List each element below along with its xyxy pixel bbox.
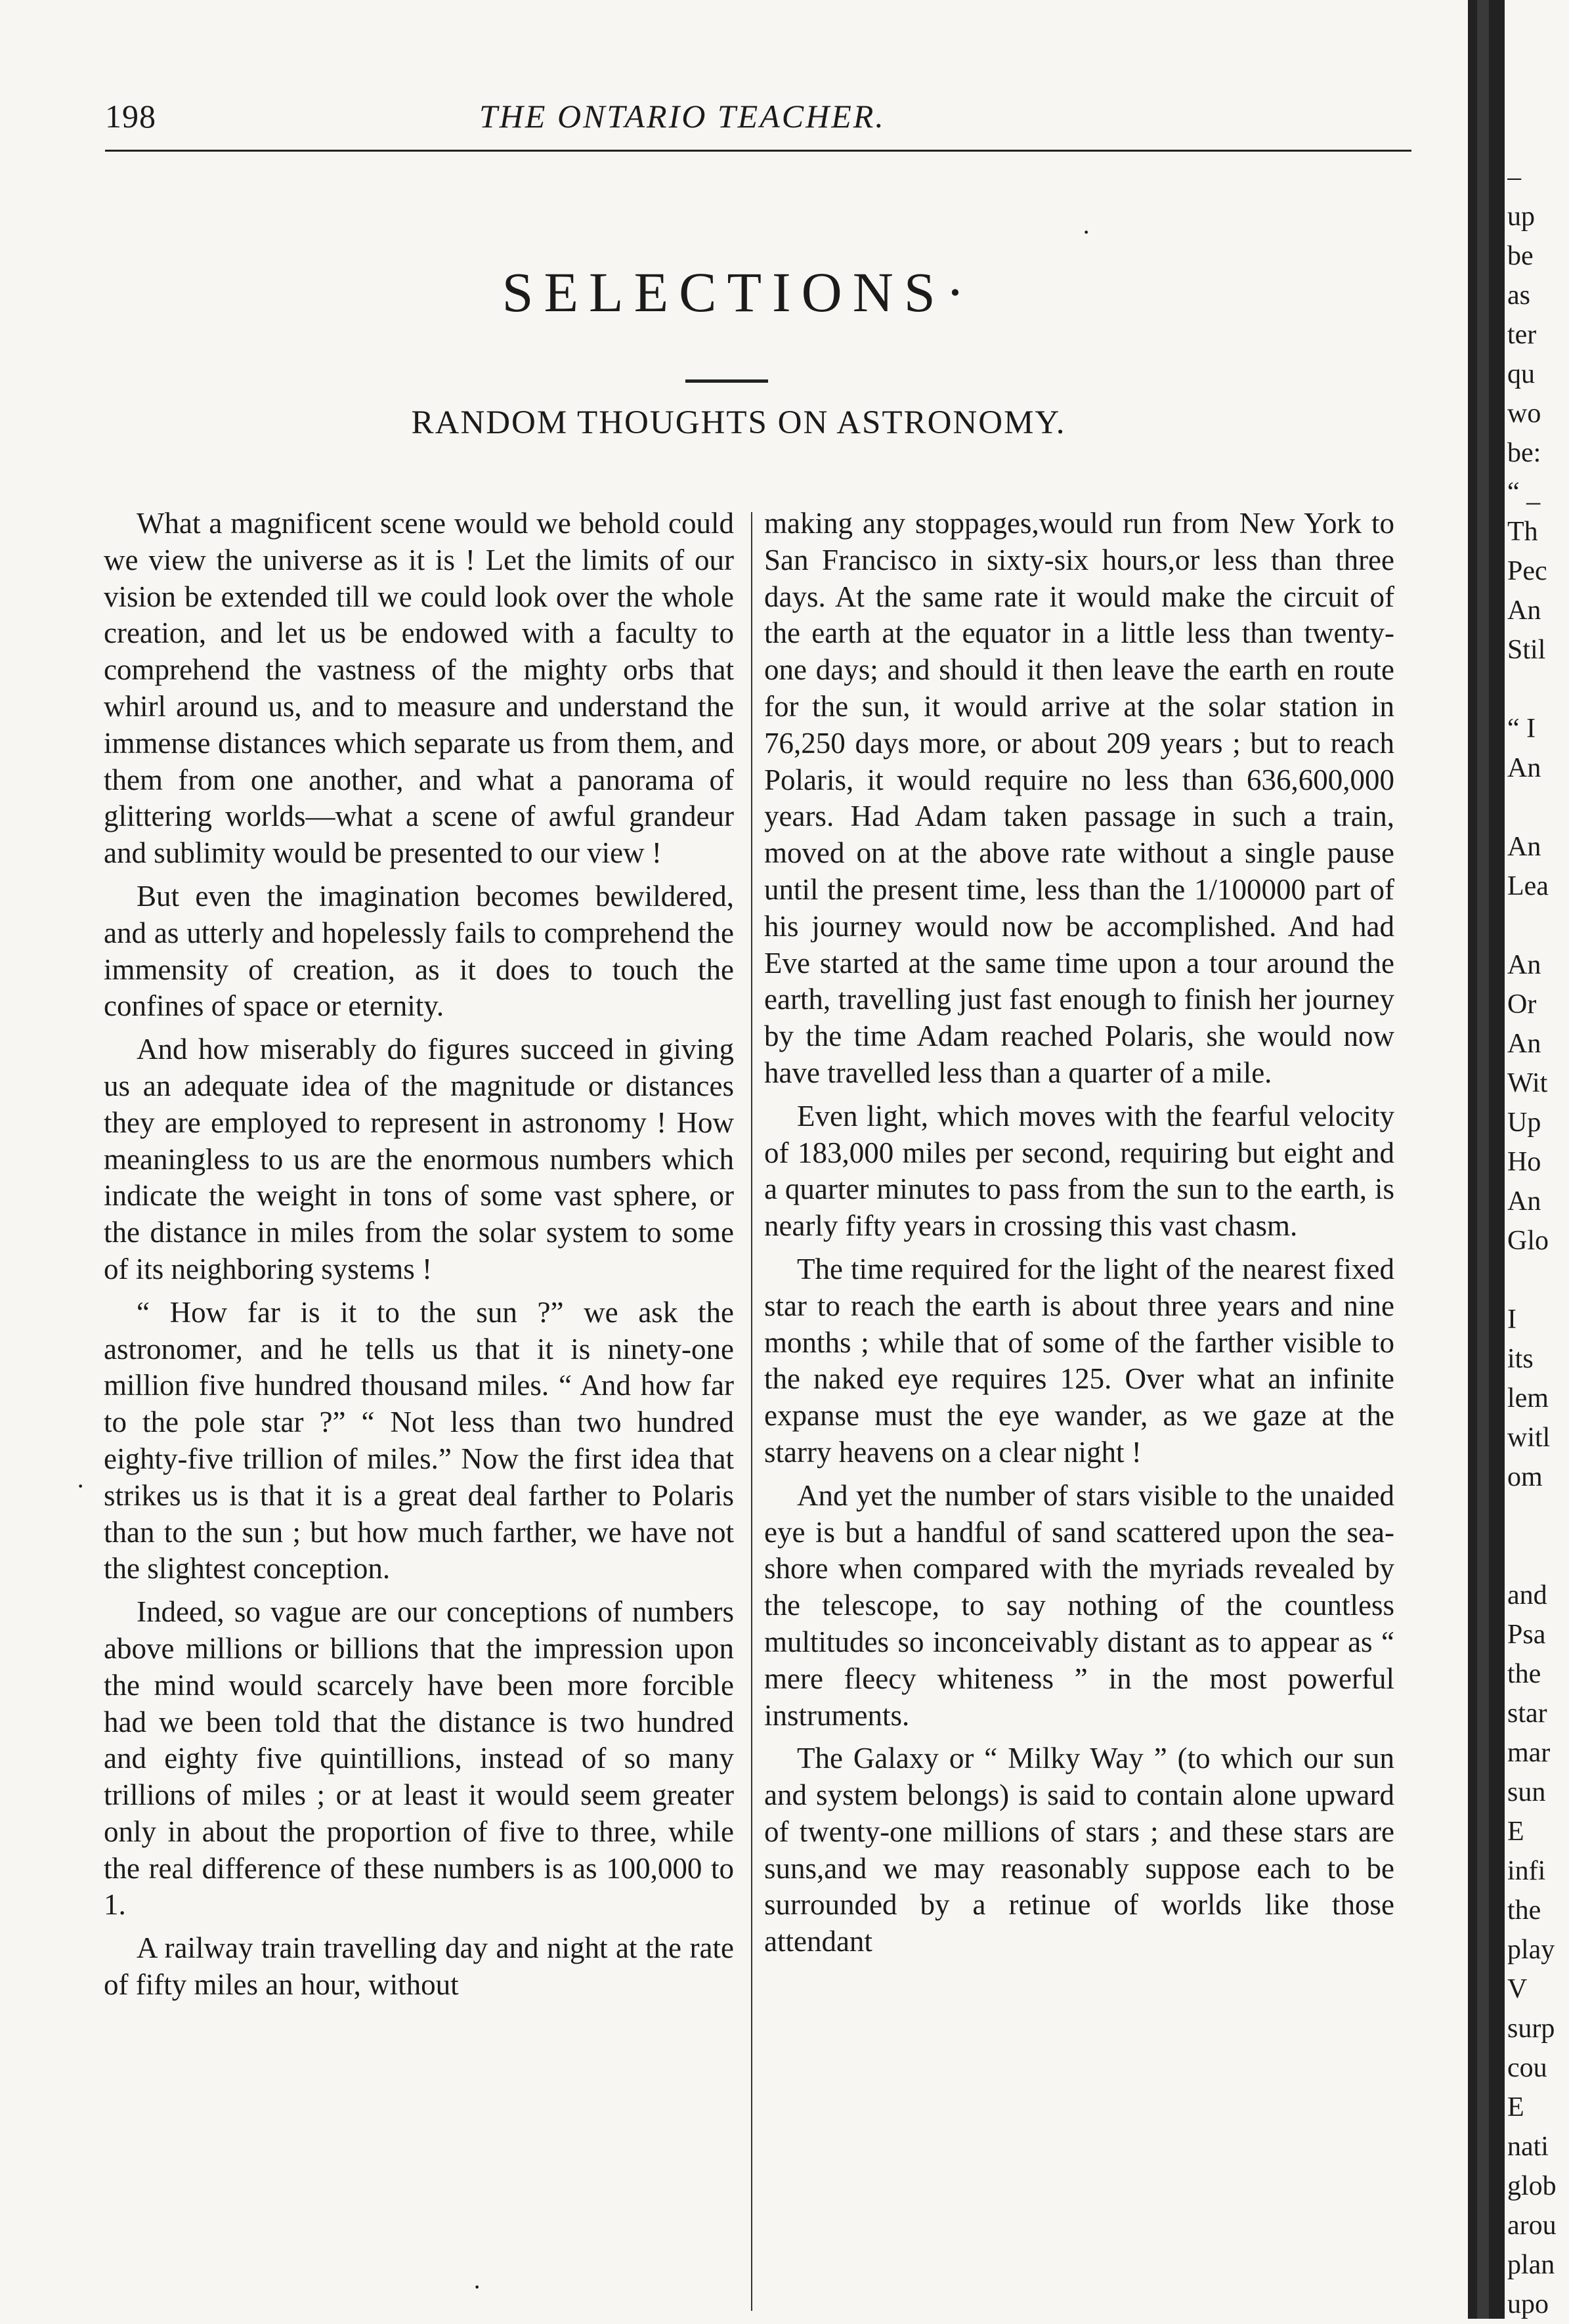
next-page-fragment: upo xyxy=(1507,2289,1549,2319)
next-page-fragment: and xyxy=(1507,1580,1547,1610)
paragraph: The Galaxy or “ Milky Way ” (to which our sun and system belongs) is said to contain alone upward of twenty-one millions of stars ; and these stars are suns,and we may reasonably suppose each to be surrounded by a retinue of worlds like those attendant xyxy=(764,1742,1394,1958)
next-page-fragment: Lea xyxy=(1507,871,1549,901)
section-title: SELECTIONS· xyxy=(502,261,976,324)
next-page-fragment: the xyxy=(1507,1895,1541,1926)
next-page-fragment: I xyxy=(1507,1304,1516,1335)
page-number: 198 xyxy=(105,98,156,135)
next-page-fragment: Pec xyxy=(1507,556,1547,586)
next-page-fragment: qu xyxy=(1507,359,1535,389)
next-page-fragment: nati xyxy=(1507,2132,1549,2162)
next-page-fragment: ter xyxy=(1507,320,1537,350)
next-page-fragment: An xyxy=(1507,1186,1541,1216)
next-page-fragment xyxy=(1507,1260,1569,1300)
paragraph: Indeed, so vague are our conceptions of numbers above millions or billions that the impression upon the mind would scarcely have been more forcible had we been told that the distance is two hundred and eighty five quintillions, instead of so many trillions of miles ; or at least it would seem greater only in about the proportion of five to three, while the real difference of these numbers is as 100,000 to 1. xyxy=(104,1595,734,1922)
next-page-fragment: up xyxy=(1507,202,1535,232)
next-page-fragment: – xyxy=(1507,162,1521,192)
next-page-fragment: be: xyxy=(1507,438,1541,468)
paragraph: The time required for the light of the nearest fixed star to reach the earth is about three years and nine months ; while that of some of the farther visible to the naked eye requires 125. Over what an infinite expanse must the eye wander, as we gaze at the starry heavens on a clear night ! xyxy=(764,1252,1394,1469)
next-page-fragment: surp xyxy=(1507,2013,1555,2044)
next-page-fragment: its xyxy=(1507,1344,1534,1374)
paragraph: A railway train travelling day and night at the rate of fifty miles an hour, without xyxy=(104,1931,734,2002)
next-page-fragment: An xyxy=(1507,1029,1541,1059)
right-column xyxy=(764,506,1394,1967)
next-page-fragment: Ho xyxy=(1507,1147,1541,1177)
paragraph: What a magnificent scene would we behold could we view the universe as it is ! Let the limits of our vision be extended till we could look over the whole creation, and let us be endowed with a faculty to comprehend the vastness of the mighty orbs that whirl around us, and to measure and understand the immense distances which separate us from them, and them from one another, and what a panorama of glittering worlds—what a scene of awful grandeur and sublimity would be presented to our view ! xyxy=(104,507,734,870)
next-page-fragments xyxy=(1507,158,1569,2324)
next-page-fragment: An xyxy=(1507,832,1541,862)
next-page-fragment: infi xyxy=(1507,1856,1546,1886)
left-column xyxy=(104,506,734,2010)
paragraph: “ How far is it to the sun ?” we ask the astronomer, and he tells us that it is ninety-one million five hundred thousand miles. “ And how far to the pole star ?” “ Not less than two hundred eighty-five trillion of miles.” Now the first idea that strikes us is that it is a great deal farther to Polaris than to the sun ; but how much farther, we have not the slightest conception. xyxy=(104,1295,734,1585)
paragraph: And how miserably do figures succeed in giving us an adequate idea of the magnitude or distances they are employed to represent in astronomy ! How meaningless to us are the enormous numbers which indicate the weight in tons of some vast sphere, or the distance in miles from the solar system to some of its neighboring systems ! xyxy=(104,1033,734,1285)
running-head: THE ONTARIO TEACHER. xyxy=(479,98,886,135)
next-page-fragment: Up xyxy=(1507,1108,1541,1138)
next-page-fragment: glob xyxy=(1507,2171,1557,2201)
next-page-fragment xyxy=(1507,788,1569,827)
next-page-fragment: play xyxy=(1507,1935,1555,1965)
next-page-fragment: lem xyxy=(1507,1383,1549,1413)
next-page-fragment: “ _ xyxy=(1507,477,1541,507)
next-page-fragment: plan xyxy=(1507,2250,1555,2280)
next-page-fragment: star xyxy=(1507,1698,1547,1729)
next-page-fragment: Psa xyxy=(1507,1620,1546,1650)
paragraph: But even the imagination becomes bewildered, and as utterly and hopelessly fails to comprehend the immensity of creation, as it does to touch the confines of space or eternity. xyxy=(104,879,734,1023)
page-gutter-shadow xyxy=(1468,0,1505,2319)
next-page-fragment: Th xyxy=(1507,517,1538,547)
next-page-fragment: V xyxy=(1507,1974,1528,2004)
next-page-fragment: wo xyxy=(1507,398,1541,429)
next-page-fragment: om xyxy=(1507,1462,1543,1492)
ink-speck: · xyxy=(1082,217,1091,247)
next-page-fragment: cou xyxy=(1507,2053,1547,2083)
column-divider xyxy=(751,512,752,2311)
next-page-fragment xyxy=(1507,1497,1569,1536)
paragraph: Even light, which moves with the fearful velocity of 183,000 miles per second, requiring but eight and a quarter minutes to pass from the sun to the earth, is nearly fifty years in crossing this vast chasm. xyxy=(764,1099,1394,1243)
next-page-fragment: An xyxy=(1507,595,1541,626)
next-page-fragment: E xyxy=(1507,2092,1524,2122)
next-page-fragment: the xyxy=(1507,1659,1541,1689)
next-page-fragment: Wit xyxy=(1507,1068,1548,1098)
next-page-fragment: arou xyxy=(1507,2210,1557,2241)
next-page-fragment: Stil xyxy=(1507,635,1546,665)
next-page-fragment xyxy=(1507,1536,1569,1576)
ink-speck: · xyxy=(76,1471,85,1501)
paragraph: making any stoppages,would run from New York to San Francisco in sixty-six hours,or less than three days. At the same rate it would make the circuit of the earth at the equator in a little less than twenty-one days; and should it then leave the earth en route for the sun, it would arrive at the solar station in 76,250 days more, or about 209 years ; but to reach Polaris, it would require no less than 636,600,000 years. Had Adam taken passage in such a train, moved on at the above rate without a single pause until the present time, less than the 1/100000 part of his journey would now be accomplished. And had Eve started at the same time upon a tour around the earth, travelling just fast enough to finish her journey by the time Adam reached Polaris, she would now have travelled less than a quarter of a mile. xyxy=(764,507,1394,1089)
paragraph: And yet the number of stars visible to the unaided eye is but a handful of sand scattered upon the sea-shore when compared with the myriads revealed by the telescope, to say nothing of the countless multitudes so inconceivably distant as to appear as “ mere fleecy whiteness ” in the most powerful instruments. xyxy=(764,1478,1394,1732)
next-page-fragment: be xyxy=(1507,241,1534,271)
next-page-fragment: witl xyxy=(1507,1423,1551,1453)
next-page-fragment: An xyxy=(1507,950,1541,980)
next-page-fragment: “ I xyxy=(1507,714,1536,744)
title-rule xyxy=(685,379,768,383)
ink-speck: · xyxy=(473,2272,482,2302)
next-page-fragment: Glo xyxy=(1507,1226,1549,1256)
next-page-fragment: An xyxy=(1507,753,1541,783)
next-page-fragment xyxy=(1507,670,1569,709)
next-page-fragment: Or xyxy=(1507,989,1537,1020)
next-page-fragment xyxy=(1507,906,1569,945)
next-page-fragment: sun xyxy=(1507,1777,1546,1807)
next-page-fragment: mar xyxy=(1507,1738,1551,1768)
next-page-fragment: E xyxy=(1507,1817,1524,1847)
article-title: RANDOM THOUGHTS ON ASTRONOMY. xyxy=(411,404,1066,441)
header-rule xyxy=(105,150,1411,152)
next-page-fragment: as xyxy=(1507,280,1530,311)
